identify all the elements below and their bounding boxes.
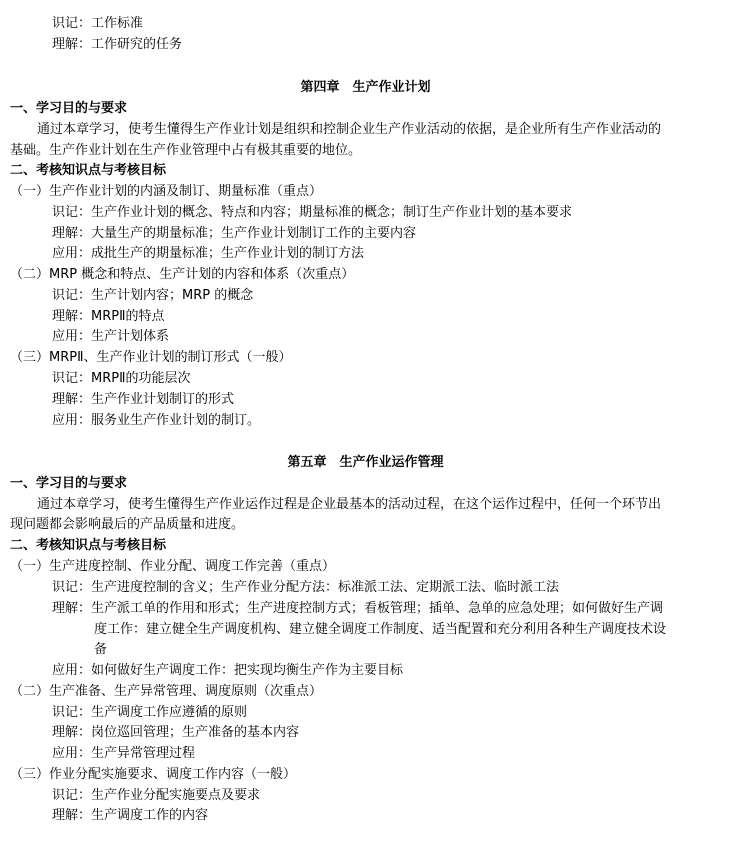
item-text: 工作研究的任务 — [91, 37, 183, 52]
ch5-section-1-paragraph-line-1: 通过本章学习，使考生懂得生产作业运作过程是企业最基本的活动过程，在这个运作过程中，任何一个环节出 — [37, 497, 662, 512]
ch4-kp1-item-memorize: 识记：生产作业计划的概念、特点和内容；期量标准的概念；制订生产作业计划的基本要求 — [52, 205, 573, 220]
chapter-5-title: 第五章 生产作业运作管理 — [287, 455, 444, 470]
item-text: 工作标准 — [91, 16, 144, 31]
ch4-knowledge-point-3-title: （三）MRPⅡ、生产作业计划的制订形式（一般） — [10, 350, 292, 365]
ch5-kp2-item-apply: 应用：生产异常管理过程 — [52, 746, 196, 761]
ch4-section-1-heading: 一、学习目的与要求 — [10, 101, 128, 116]
ch4-section-2-heading: 二、考核知识点与考核目标 — [10, 163, 167, 178]
ch5-kp3-item-memorize: 识记：生产作业分配实施要点及要求 — [52, 788, 261, 803]
ch4-kp1-item-apply: 应用：成批生产的期量标准；生产作业计划的制订方法 — [52, 246, 365, 261]
ch5-section-2-heading: 二、考核知识点与考核目标 — [10, 538, 167, 553]
ch4-kp2-item-memorize: 识记：生产计划内容；MRP 的概念 — [52, 288, 254, 303]
ch4-section-1-paragraph-line-2: 基础。生产作业计划在生产作业管理中占有极其重要的地位。 — [10, 143, 362, 158]
ch5-kp1-item-understand-line-2: 度工作：建立健全生产调度机构、建立健全调度工作制度、适当配置和充分利用各种生产调度技术设 — [94, 622, 667, 637]
ch5-kp2-item-memorize: 识记：生产调度工作应遵循的原则 — [52, 705, 248, 720]
ch5-kp3-item-understand: 理解：生产调度工作的内容 — [52, 808, 209, 823]
ch4-kp3-item-apply: 应用：服务业生产作业计划的制订。 — [52, 413, 261, 428]
ch5-section-1-paragraph-line-2: 现问题都会影响最后的产品质量和进度。 — [10, 517, 245, 532]
ch5-kp1-item-understand-line-1: 理解：生产派工单的作用和形式；生产进度控制方式；看板管理；插单、急单的应急处理；如何做好生产调 — [52, 601, 664, 616]
ch4-kp1-item-understand: 理解：大量生产的期量标准；生产作业计划制订工作的主要内容 — [52, 226, 417, 241]
ch4-kp2-item-apply: 应用：生产计划体系 — [52, 329, 170, 344]
top-item-memorize — [52, 14, 143, 35]
ch4-kp3-item-memorize: 识记：MRPⅡ的功能层次 — [52, 371, 191, 386]
ch4-knowledge-point-2-title: （二）MRP 概念和特点、生产计划的内容和体系（次重点） — [10, 267, 355, 282]
ch4-kp3-item-understand: 理解：生产作业计划制订的形式 — [52, 392, 235, 407]
item-label: 理解： — [52, 37, 92, 52]
chapter-4-title: 第四章 生产作业计划 — [300, 80, 431, 95]
ch5-kp1-item-understand-line-3: 备 — [94, 642, 108, 657]
ch5-knowledge-point-3-title: （三）作业分配实施要求、调度工作内容（一般） — [10, 767, 297, 782]
ch4-kp2-item-understand: 理解：MRPⅡ的特点 — [52, 309, 165, 324]
ch5-kp2-item-understand: 理解：岗位巡回管理；生产准备的基本内容 — [52, 725, 300, 740]
ch5-knowledge-point-1-title: （一）生产进度控制、作业分配、调度工作完善（重点） — [10, 559, 336, 574]
item-label: 识记： — [52, 16, 92, 31]
ch5-section-1-heading: 一、学习目的与要求 — [10, 476, 128, 491]
ch5-kp1-item-memorize: 识记：生产进度控制的含义；生产作业分配方法：标准派工法、定期派工法、临时派工法 — [52, 580, 560, 595]
top-item-understand — [52, 35, 182, 56]
ch4-knowledge-point-1-title: （一）生产作业计划的内涵及制订、期量标准（重点） — [10, 184, 323, 199]
ch5-knowledge-point-2-title: （二）生产准备、生产异常管理、调度原则（次重点） — [10, 684, 323, 699]
ch5-kp1-item-apply: 应用：如何做好生产调度工作：把实现均衡生产作为主要目标 — [52, 663, 404, 678]
ch4-section-1-paragraph-line-1: 通过本章学习，使考生懂得生产作业计划是组织和控制企业生产作业活动的依据，是企业所有生产作业活动的 — [37, 122, 662, 137]
